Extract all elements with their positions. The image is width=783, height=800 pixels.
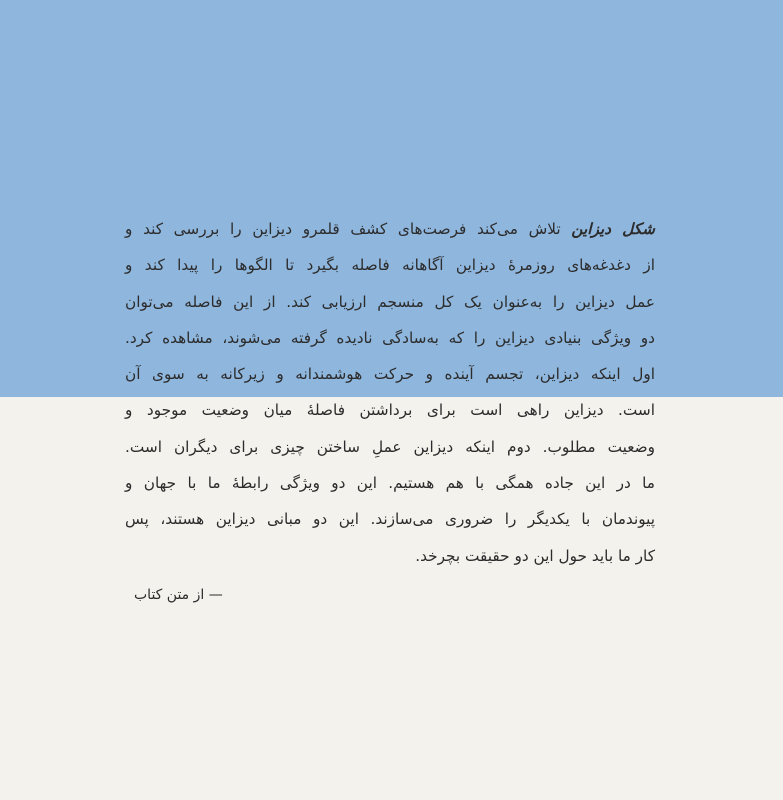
blurb-line-9: پیوندمان با یکدیگر را ضروری می‌سازند. این دو مبانی دیزاین هستند، پس <box>125 510 655 529</box>
blurb-line-5: اول اینکه دیزاین، تجسم آینده و حرکت هوشمندانه و زیرکانه به سوی آن <box>125 365 655 384</box>
blurb-line-6: است. دیزاین راهی است برای برداشتن فاصلهٔ میان وضعیت موجود و <box>125 401 655 420</box>
book-title: شکل دیزاین <box>571 220 655 238</box>
blurb-line-10: کار ما باید حول این دو حقیقت بچرخد. <box>415 546 655 565</box>
back-cover-blurb <box>125 211 655 574</box>
blurb-line-4: دو ویژگی بنیادی دیزاین را که به‌سادگی نادیده گرفته می‌شوند، مشاهده کرد. <box>125 328 655 347</box>
blurb-line-2: از دغدغه‌های روزمرهٔ دیزاین آگاهانه فاصله بگیرد تا الگوها را پیدا کند و <box>125 256 655 275</box>
blurb-line-3: عمل دیزاین را به‌عنوان یک کل منسجم ارزیابی کند. از این فاصله می‌توان <box>125 292 655 311</box>
attribution: — از متن کتاب <box>134 587 223 603</box>
blurb-line-7: وضعیت مطلوب. دوم اینکه دیزاین عملِ ساختن چیزی برای دیگران است. <box>125 437 655 456</box>
blurb-line-8: ما در این جاده همگی با هم هستیم. این دو ویژگی رابطهٔ ما با جهان و <box>125 474 655 493</box>
blurb-line-1-text: تلاش می‌کند فرصت‌های کشف قلمرو دیزاین را بررسی کند و <box>125 220 561 238</box>
blurb-line-1 <box>125 211 655 247</box>
